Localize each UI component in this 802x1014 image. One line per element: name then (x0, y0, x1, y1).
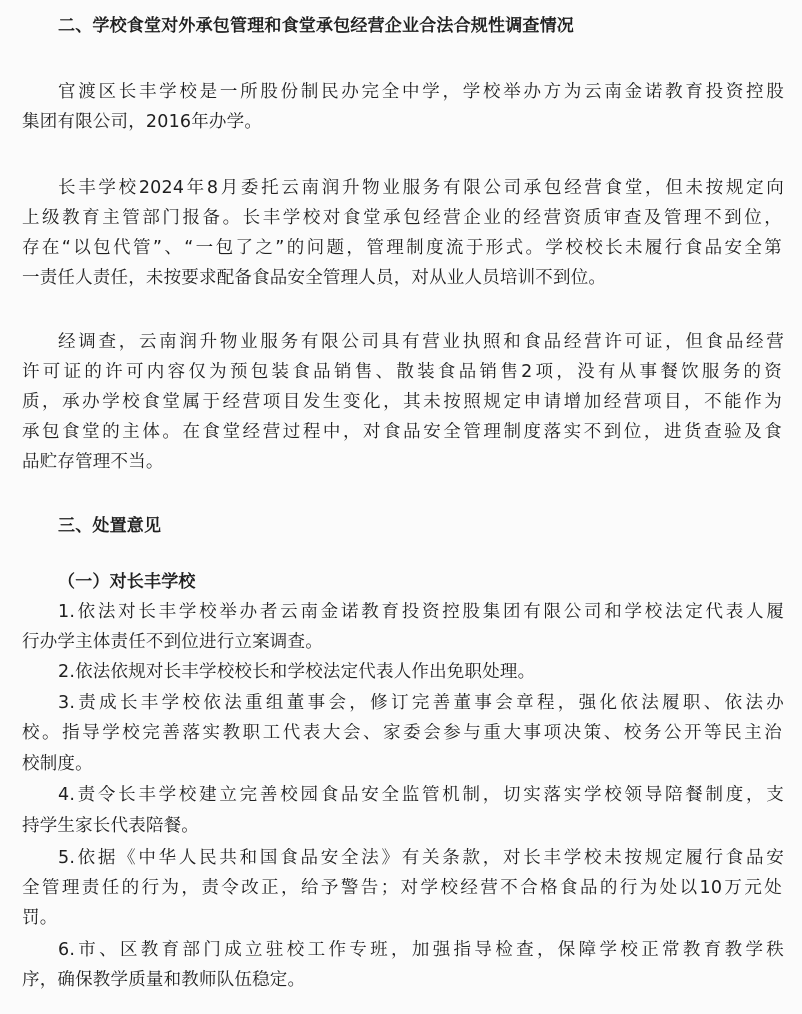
list-item-line: 序，确保教学质量和教师队伍稳定。 (22, 970, 306, 990)
list-item-line: 3.责成长丰学校依法重组董事会，修订完善董事会章程，强化依法履职、依法办 (58, 693, 784, 713)
subsection-heading: （一）对长丰学校 (58, 572, 196, 592)
paragraph-line: 上级教育主管部门报备。长丰学校对食堂承包经营企业的经营资质审查及管理不到位， (22, 208, 782, 228)
list-item-line: 1.依法对长丰学校举办者云南金诺教育投资控股集团有限公司和学校法定代表人履 (58, 602, 784, 622)
list-item-line: 持学生家长代表陪餐。 (22, 816, 199, 836)
paragraph-line: 存在“以包代管”、“一包了之”的问题，管理制度流于形式。学校校长未履行食品安全第 (22, 238, 782, 258)
paragraph-line: 经调查，云南润升物业服务有限公司具有营业执照和食品经营许可证，但食品经营 (58, 332, 784, 352)
list-item-line: 6.市、区教育部门成立驻校工作专班，加强指导检查，保障学校正常教育教学秩 (58, 940, 784, 960)
list-item-line: 校。指导学校完善落实教职工代表大会、家委会参与重大事项决策、校务公开等民主治 (22, 723, 782, 743)
list-item-line: 全管理责任的行为，责令改正，给予警告；对学校经营不合格食品的行为处以10万元处 (22, 878, 782, 898)
section-heading: 三、处置意见 (58, 516, 162, 536)
paragraph-line: 许可证的许可内容仅为预包装食品销售、散装食品销售2项，没有从事餐饮服务的资 (22, 362, 782, 382)
list-item-line: 5.依据《中华人民共和国食品安全法》有关条款，对长丰学校未按规定履行食品安 (58, 848, 784, 868)
paragraph-line: 一责任人责任，未按要求配备食品安全管理人员，对从业人员培训不到位。 (22, 268, 607, 288)
section-heading: 二、学校食堂对外承包管理和食堂承包经营企业合法合规性调查情况 (58, 16, 574, 36)
list-item-line: 2.依法依规对长丰学校校长和学校法定代表人作出免职处理。 (58, 662, 536, 682)
list-item-line: 校制度。 (22, 754, 93, 774)
list-item-line: 罚。 (22, 908, 58, 928)
paragraph-line: 长丰学校2024年8月委托云南润升物业服务有限公司承包经营食堂，但未按规定向 (58, 178, 784, 198)
paragraph-line: 质，承办学校食堂属于经营项目发生变化，其未按照规定申请增加经营项目，不能作为 (22, 392, 782, 412)
paragraph-line: 官渡区长丰学校是一所股份制民办完全中学，学校举办方为云南金诺教育投资控股 (58, 82, 784, 102)
list-item-line: 行办学主体责任不到位进行立案调查。 (22, 632, 323, 652)
paragraph-line: 集团有限公司，2016年办学。 (22, 112, 263, 132)
paragraph-line: 承包食堂的主体。在食堂经营过程中，对食品安全管理制度落实不到位，进货查验及食 (22, 422, 782, 442)
list-item-line: 4.责令长丰学校建立完善校园食品安全监管机制，切实落实学校领导陪餐制度，支 (58, 785, 784, 805)
paragraph-line: 品贮存管理不当。 (22, 452, 164, 472)
